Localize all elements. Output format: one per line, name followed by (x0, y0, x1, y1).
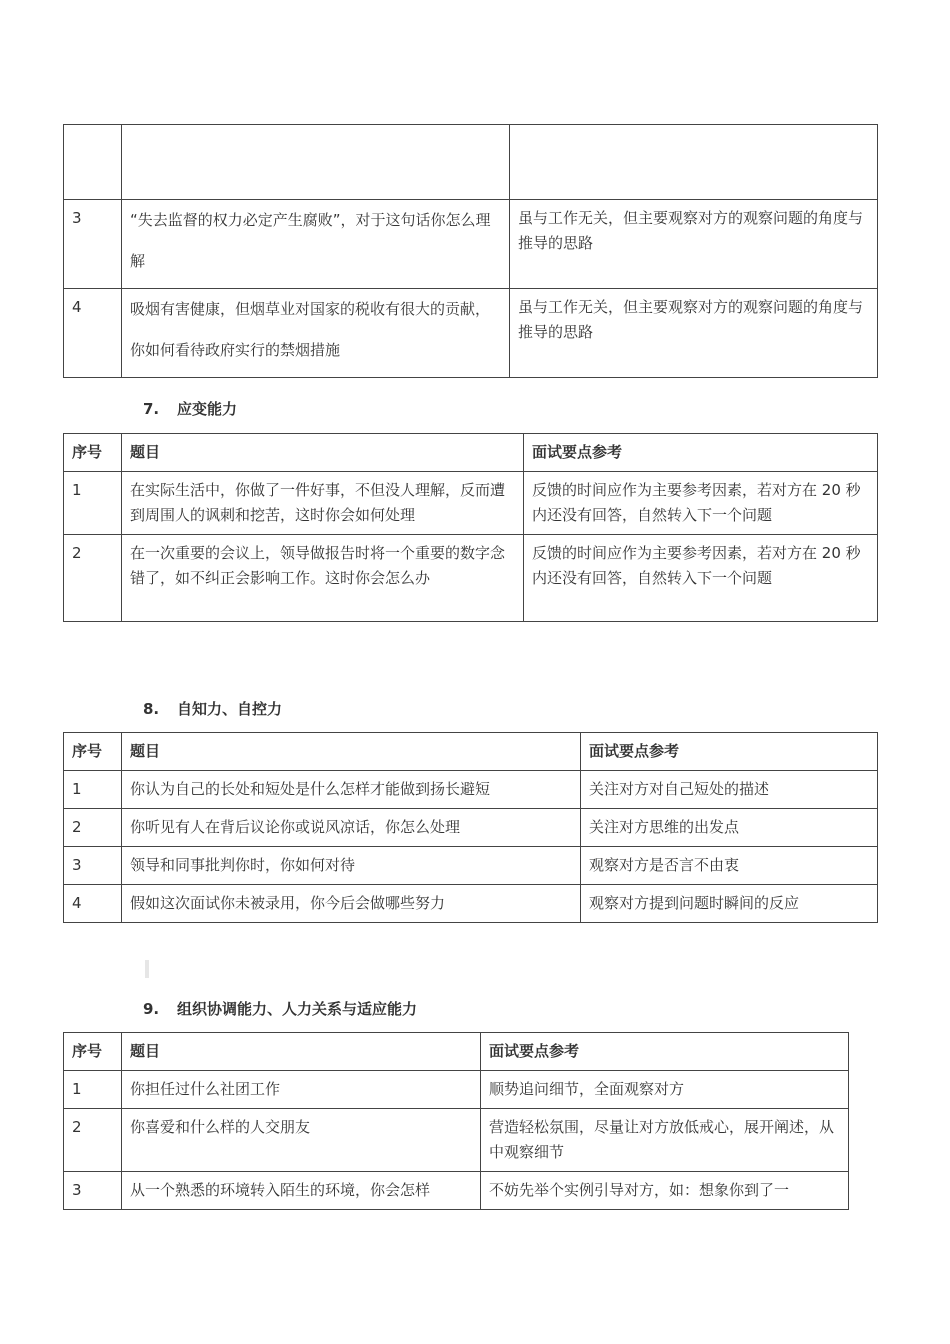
row-number (64, 125, 122, 200)
row-number: 1 (64, 1071, 122, 1109)
table-row (64, 1071, 849, 1109)
section-title: 组织协调能力、人力关系与适应能力 (177, 1000, 418, 1018)
header-num: 序号 (64, 434, 122, 472)
table-header-row (64, 434, 878, 472)
table-section-8 (63, 732, 878, 923)
question-cell: 在一次重要的会议上，领导做报告时将一个重要的数字念错了，如不纠正会影响工作。这时你会怎么办 (122, 535, 524, 622)
section-heading-8 (143, 698, 282, 719)
table-header-row (64, 1033, 849, 1071)
gutter-mark (145, 960, 149, 978)
reference-cell: 虽与工作无关，但主要观察对方的观察问题的角度与推导的思路 (510, 289, 878, 378)
reference-cell: 关注对方思维的出发点 (581, 809, 878, 847)
header-reference: 面试要点参考 (481, 1033, 849, 1071)
question-cell (122, 125, 510, 200)
table-row (64, 200, 878, 289)
question-cell: 从一个熟悉的环境转入陌生的环境，你会怎样 (122, 1172, 481, 1210)
header-question: 题目 (122, 733, 581, 771)
header-reference: 面试要点参考 (581, 733, 878, 771)
table-header-row (64, 733, 878, 771)
row-number: 3 (64, 200, 122, 289)
reference-cell: 反馈的时间应作为主要参考因素，若对方在 20 秒内还没有回答，自然转入下一个问题 (524, 535, 878, 622)
question-cell: 假如这次面试你未被录用，你今后会做哪些努力 (122, 885, 581, 923)
reference-cell: 顺势追问细节，全面观察对方 (481, 1071, 849, 1109)
table-row (64, 809, 878, 847)
row-number: 1 (64, 472, 122, 535)
table-row (64, 125, 878, 200)
section-title: 自知力、自控力 (177, 700, 283, 718)
section-title: 应变能力 (177, 400, 238, 418)
reference-cell: 营造轻松氛围，尽量让对方放低戒心，展开阐述，从中观察细节 (481, 1109, 849, 1172)
question-cell: 领导和同事批判你时，你如何对待 (122, 847, 581, 885)
question-cell: “失去监督的权力必定产生腐败”，对于这句话你怎么理解 (122, 200, 510, 289)
table-row (64, 472, 878, 535)
reference-cell: 关注对方对自己短处的描述 (581, 771, 878, 809)
question-cell: 吸烟有害健康，但烟草业对国家的税收有很大的贡献，你如何看待政府实行的禁烟措施 (122, 289, 510, 378)
section-number: 9. (143, 1000, 160, 1018)
reference-cell: 虽与工作无关，但主要观察对方的观察问题的角度与推导的思路 (510, 200, 878, 289)
table-row (64, 1172, 849, 1210)
table-row (64, 771, 878, 809)
header-question: 题目 (122, 1033, 481, 1071)
question-cell: 在实际生活中，你做了一件好事，不但没人理解，反而遭到周围人的讽刺和挖苦，这时你会如何处理 (122, 472, 524, 535)
header-num: 序号 (64, 733, 122, 771)
section-number: 8. (143, 700, 160, 718)
table-section-7 (63, 433, 878, 622)
table-row (64, 885, 878, 923)
question-cell: 你听见有人在背后议论你或说风凉话，你怎么处理 (122, 809, 581, 847)
row-number: 2 (64, 535, 122, 622)
header-reference: 面试要点参考 (524, 434, 878, 472)
question-cell: 你担任过什么社团工作 (122, 1071, 481, 1109)
question-cell: 你认为自己的长处和短处是什么怎样才能做到扬长避短 (122, 771, 581, 809)
table-section-9 (63, 1032, 849, 1210)
table-row (64, 847, 878, 885)
reference-cell: 观察对方是否言不由衷 (581, 847, 878, 885)
reference-cell: 反馈的时间应作为主要参考因素，若对方在 20 秒内还没有回答，自然转入下一个问题 (524, 472, 878, 535)
row-number: 2 (64, 809, 122, 847)
header-question: 题目 (122, 434, 524, 472)
table-section-6 (63, 124, 878, 378)
row-number: 3 (64, 1172, 122, 1210)
section-heading-9 (143, 998, 417, 1019)
section-heading-7 (143, 398, 237, 419)
row-number: 2 (64, 1109, 122, 1172)
table-row (64, 289, 878, 378)
row-number: 4 (64, 885, 122, 923)
table-row (64, 535, 878, 622)
row-number: 4 (64, 289, 122, 378)
reference-cell: 观察对方提到问题时瞬间的反应 (581, 885, 878, 923)
row-number: 1 (64, 771, 122, 809)
table-row (64, 1109, 849, 1172)
header-num: 序号 (64, 1033, 122, 1071)
reference-cell (510, 125, 878, 200)
row-number: 3 (64, 847, 122, 885)
question-cell: 你喜爱和什么样的人交朋友 (122, 1109, 481, 1172)
section-number: 7. (143, 400, 160, 418)
reference-cell: 不妨先举个实例引导对方，如：想象你到了一 (481, 1172, 849, 1210)
